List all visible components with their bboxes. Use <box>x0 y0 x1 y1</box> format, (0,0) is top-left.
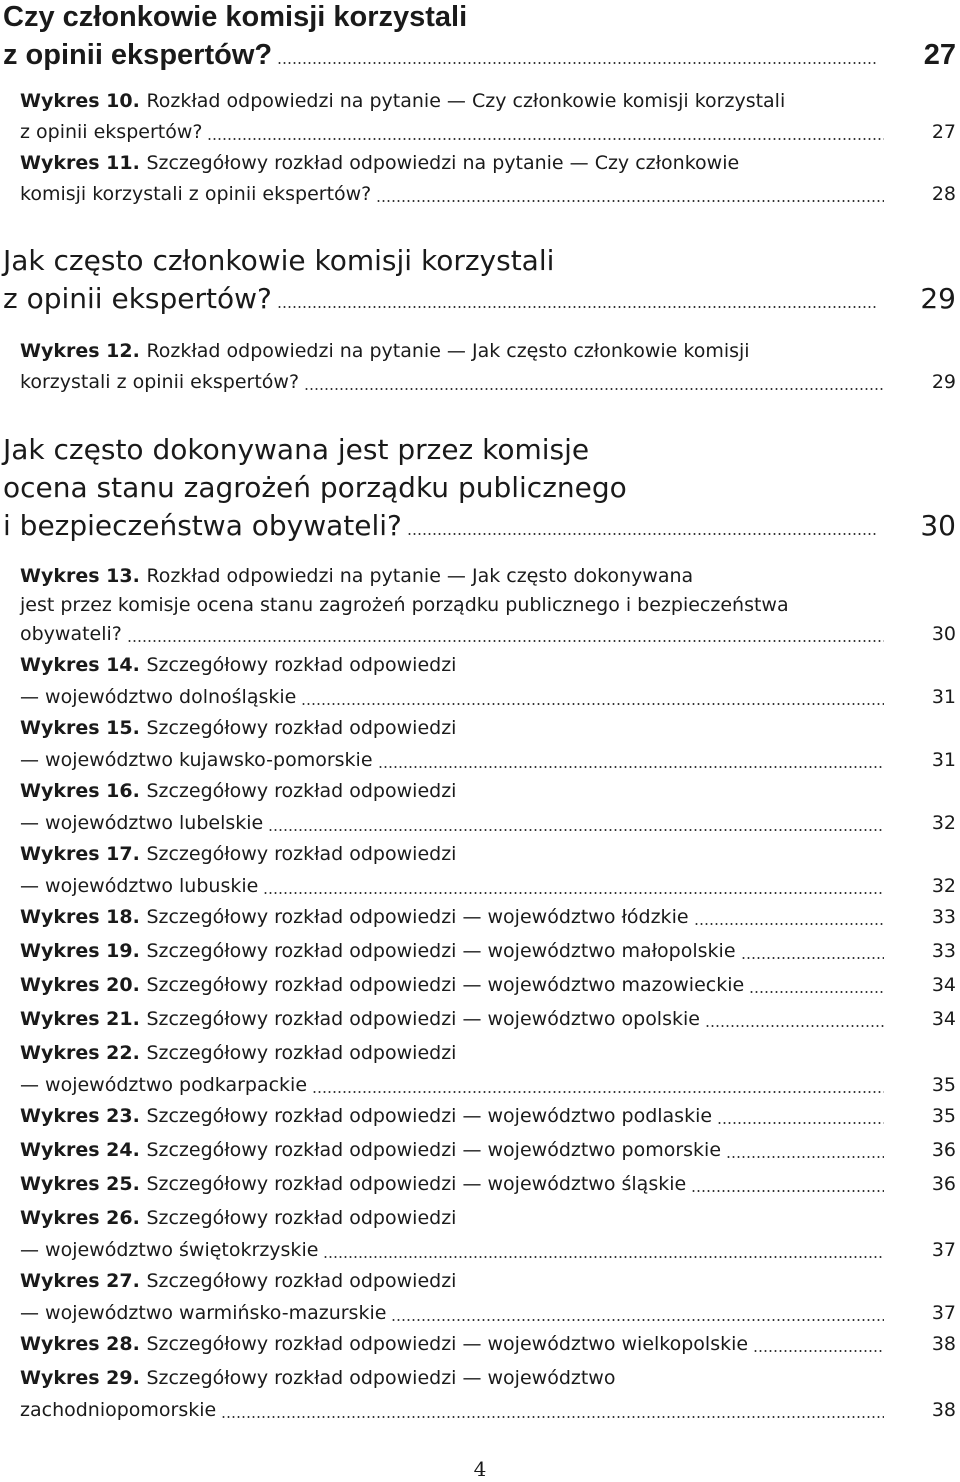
toc-entry-text-line: i bezpieczeństwa obywateli? <box>3 509 405 543</box>
toc-entry-last-line <box>3 282 956 316</box>
toc-entry-text-line: Wykres 29. Szczegółowy rozkład odpowiedzi — województwo <box>20 1367 616 1389</box>
toc-page-number: 37 <box>931 1239 956 1261</box>
dot-leader <box>753 1350 884 1352</box>
dot-leader <box>277 62 876 64</box>
figure-label: Wykres 14. <box>20 654 147 676</box>
toc-entry-text-line: — województwo kujawsko-pomorskie <box>20 745 376 775</box>
toc-page-number: 36 <box>931 1173 956 1195</box>
toc-page-number: 33 <box>931 940 956 962</box>
toc-entry-text-line: Wykres 19. Szczegółowy rozkład odpowiedzi — województwo małopolskie <box>20 936 739 966</box>
figure-label: Wykres 27. <box>20 1270 147 1292</box>
figure-label: Wykres 29. <box>20 1367 147 1389</box>
toc-entry-text-line: Wykres 25. Szczegółowy rozkład odpowiedzi — województwo śląskie <box>20 1169 689 1199</box>
toc-entry-text-line: z opinii ekspertów? <box>20 117 205 147</box>
toc-page-number: 29 <box>920 282 956 315</box>
dot-leader <box>691 1190 884 1192</box>
toc-entry-text-line: Wykres 27. Szczegółowy rozkład odpowiedzi <box>20 1270 457 1292</box>
toc-entry-last-line <box>20 1395 956 1425</box>
toc-entry-text-line: Wykres 13. Rozkład odpowiedzi na pytanie — Jak często dokonywana <box>20 565 694 587</box>
figure-label: Wykres 12. <box>20 340 147 362</box>
toc-entry-last-line <box>20 179 956 209</box>
dot-leader <box>407 533 876 535</box>
toc-entry-text-line: ocena stanu zagrożeń porządku publicznego <box>3 471 627 504</box>
toc-entry-last-line <box>20 1329 956 1359</box>
toc-page-number: 31 <box>931 749 956 771</box>
dot-leader <box>301 703 884 705</box>
toc-page-number: 29 <box>931 371 956 393</box>
toc-page-number: 27 <box>931 121 956 143</box>
toc-entry-text-line: Wykres 15. Szczegółowy rozkład odpowiedzi <box>20 717 457 739</box>
dot-leader <box>726 1156 884 1158</box>
toc-entry-text-line: Wykres 10. Rozkład odpowiedzi na pytanie — Czy członkowie komisji korzystali <box>20 90 786 112</box>
toc-entry-text-line: Jak często dokonywana jest przez komisje <box>3 433 590 466</box>
dot-leader <box>323 1256 884 1258</box>
toc-entry-last-line <box>20 682 956 712</box>
page-number: 4 <box>473 1457 487 1481</box>
toc-page-number: 34 <box>931 1008 956 1030</box>
toc-entry-text-line: — województwo lubuskie <box>20 871 261 901</box>
dot-leader <box>268 829 884 831</box>
dot-leader <box>207 138 884 140</box>
toc-page-number: 37 <box>931 1302 956 1324</box>
toc-entry-text-line: — województwo dolnośląskie <box>20 682 299 712</box>
toc-entry-text-line: Wykres 12. Rozkład odpowiedzi na pytanie — Jak często członkowie komisji <box>20 340 750 362</box>
figure-label: Wykres 16. <box>20 780 147 802</box>
toc-entry-last-line <box>20 117 956 147</box>
dot-leader <box>378 766 884 768</box>
toc-entry-last-line <box>20 1101 956 1131</box>
toc-entry-last-line <box>20 970 956 1000</box>
toc-page-number: 32 <box>931 875 956 897</box>
toc-page-number: 33 <box>931 906 956 928</box>
toc-entry-text-line: Wykres 20. Szczegółowy rozkład odpowiedzi — województwo mazowieckie <box>20 970 747 1000</box>
toc-page-number: 38 <box>931 1333 956 1355</box>
toc-page-number: 35 <box>931 1105 956 1127</box>
toc-page-number: 36 <box>931 1139 956 1161</box>
toc-entry-text-line: Wykres 24. Szczegółowy rozkład odpowiedzi — województwo pomorskie <box>20 1135 724 1165</box>
dot-leader <box>312 1091 884 1093</box>
toc-page-number: 34 <box>931 974 956 996</box>
figure-label: Wykres 10. <box>20 90 147 112</box>
toc-page-number: 30 <box>920 509 956 542</box>
toc-entry-last-line <box>20 1298 956 1328</box>
toc-entry-text-line: Wykres 23. Szczegółowy rozkład odpowiedzi — województwo podlaskie <box>20 1101 715 1131</box>
toc-entry-last-line <box>20 871 956 901</box>
dot-leader <box>263 892 884 894</box>
toc-entry-text-line: jest przez komisje ocena stanu zagrożeń porządku publicznego i bezpieczeństwa <box>20 594 789 616</box>
figure-label: Wykres 24. <box>20 1139 147 1161</box>
toc-entry-last-line <box>20 619 956 649</box>
dot-leader <box>376 200 884 202</box>
toc-page-number: 32 <box>931 812 956 834</box>
toc-entry-last-line <box>20 1070 956 1100</box>
figure-label: Wykres 18. <box>20 906 147 928</box>
toc-entry-text-line: — województwo świętokrzyskie <box>20 1235 321 1265</box>
figure-label: Wykres 15. <box>20 717 147 739</box>
toc-entry-text-line: korzystali z opinii ekspertów? <box>20 367 302 397</box>
toc-page-number: 27 <box>923 39 956 71</box>
toc-entry-text-line: — województwo lubelskie <box>20 808 266 838</box>
dot-leader <box>741 957 884 959</box>
dot-leader <box>391 1319 884 1321</box>
figure-label: Wykres 22. <box>20 1042 147 1064</box>
toc-page-number: 28 <box>931 183 956 205</box>
figure-label: Wykres 25. <box>20 1173 147 1195</box>
toc-entry-text-line: obywateli? <box>20 619 125 649</box>
toc-entry-last-line <box>20 1169 956 1199</box>
toc-entry-last-line <box>3 38 956 72</box>
toc-entry-text-line: Wykres 21. Szczegółowy rozkład odpowiedzi — województwo opolskie <box>20 1004 703 1034</box>
figure-label: Wykres 13. <box>20 565 147 587</box>
toc-entry-last-line <box>20 936 956 966</box>
toc-entry-text-line: z opinii ekspertów? <box>3 38 275 72</box>
figure-label: Wykres 21. <box>20 1008 147 1030</box>
toc-entry-last-line <box>3 509 956 543</box>
figure-label: Wykres 20. <box>20 974 147 996</box>
toc-entry-last-line <box>20 902 956 932</box>
toc-page-number: 35 <box>931 1074 956 1096</box>
toc-entry-text-line: komisji korzystali z opinii ekspertów? <box>20 179 374 209</box>
toc-entry-text-line: — województwo podkarpackie <box>20 1070 310 1100</box>
figure-label: Wykres 19. <box>20 940 147 962</box>
figure-label: Wykres 26. <box>20 1207 147 1229</box>
toc-entry-last-line <box>20 1004 956 1034</box>
figure-label: Wykres 11. <box>20 152 147 174</box>
toc-entry-text-line: zachodniopomorskie <box>20 1395 219 1425</box>
toc-entry-last-line <box>20 745 956 775</box>
dot-leader <box>694 923 884 925</box>
toc-entry-text-line: Wykres 28. Szczegółowy rozkład odpowiedzi — województwo wielkopolskie <box>20 1329 751 1359</box>
toc-entry-text-line: — województwo warmińsko-mazurskie <box>20 1298 389 1328</box>
toc-entry-text-line: Wykres 17. Szczegółowy rozkład odpowiedzi <box>20 843 457 865</box>
toc-entry-text-line: Wykres 22. Szczegółowy rozkład odpowiedzi <box>20 1042 457 1064</box>
toc-entry-text-line: Jak często członkowie komisji korzystali <box>3 244 555 277</box>
dot-leader <box>221 1416 884 1418</box>
figure-label: Wykres 28. <box>20 1333 147 1355</box>
toc-page-number: 38 <box>931 1399 956 1421</box>
figure-label: Wykres 23. <box>20 1105 147 1127</box>
dot-leader <box>304 388 884 390</box>
dot-leader <box>277 306 876 308</box>
toc-page-number: 30 <box>931 623 956 645</box>
toc-entry-text-line: Wykres 16. Szczegółowy rozkład odpowiedzi <box>20 780 457 802</box>
toc-entry-text-line: Wykres 26. Szczegółowy rozkład odpowiedzi <box>20 1207 457 1229</box>
toc-entry-last-line <box>20 808 956 838</box>
dot-leader <box>705 1025 884 1027</box>
toc-entry-text-line: z opinii ekspertów? <box>3 282 275 316</box>
toc-entry-last-line <box>20 1235 956 1265</box>
toc-entry-text-line: Czy członkowie komisji korzystali <box>3 1 468 33</box>
toc-entry-last-line <box>20 1135 956 1165</box>
toc-entry-text-line: Wykres 18. Szczegółowy rozkład odpowiedzi — województwo łódzkie <box>20 902 692 932</box>
figure-label: Wykres 17. <box>20 843 147 865</box>
dot-leader <box>127 640 884 642</box>
dot-leader <box>749 991 884 993</box>
dot-leader <box>717 1122 884 1124</box>
toc-entry-text-line: Wykres 11. Szczegółowy rozkład odpowiedzi na pytanie — Czy członkowie <box>20 152 740 174</box>
toc-entry-text-line: Wykres 14. Szczegółowy rozkład odpowiedzi <box>20 654 457 676</box>
toc-entry-last-line <box>20 367 956 397</box>
toc-page-number: 31 <box>931 686 956 708</box>
